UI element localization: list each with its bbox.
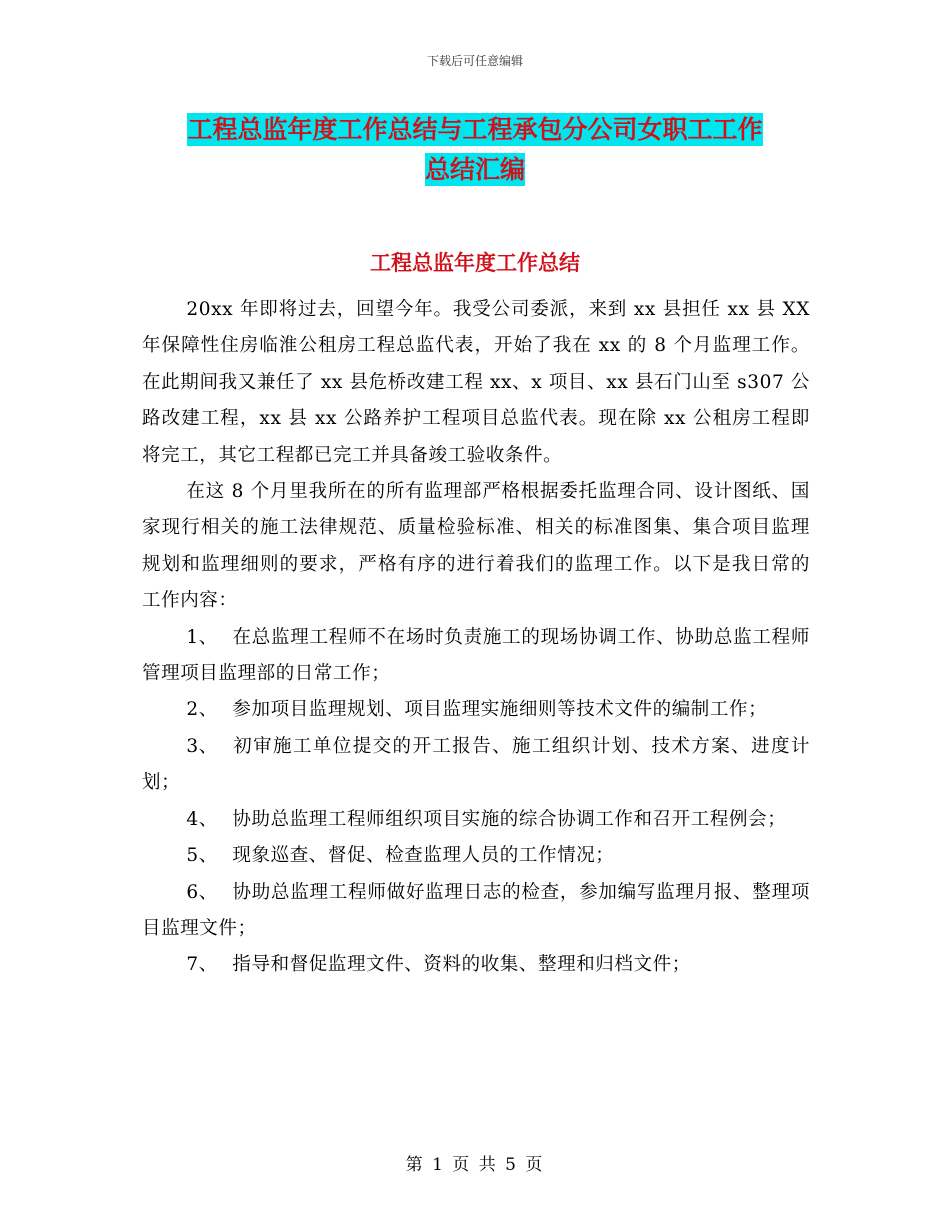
list-item xyxy=(142,947,810,983)
list-item-number: 4、 xyxy=(186,808,218,830)
section-title: 工程总监年度工作总结 xyxy=(370,251,580,275)
list-item-text: 协助总监理工程师组织项目实施的综合协调工作和召开工程例会； xyxy=(232,808,787,830)
title-line-1: 工程总监年度工作总结与工程承包分公司女职工工作 xyxy=(187,115,763,144)
document-body xyxy=(142,292,810,984)
list-item xyxy=(142,620,810,693)
list-item xyxy=(142,802,810,838)
list-item-number: 6、 xyxy=(186,881,218,903)
page-number: 第 1 页 共 5 页 xyxy=(405,1155,545,1175)
list-item-number: 5、 xyxy=(186,845,218,867)
list-item-text: 指导和督促监理文件、资料的收集、整理和归档文件； xyxy=(232,954,691,976)
list-item-text: 在总监理工程师不在场时负责施工的现场协调工作、协助总监工程师管理项目监理部的日常工作； xyxy=(142,626,810,685)
list-item xyxy=(142,729,810,802)
list-item xyxy=(142,875,810,948)
list-item-number: 1、 xyxy=(186,626,218,648)
paragraph-duties: 在这 8 个月里我所在的所有监理部严格根据委托监理合同、设计图纸、国家现行相关的施工法律规范、质量检验标准、相关的标准图集、集合项目监理规划和监理细则的要求，严格有序的进行着我们的监理工作。以下是我日常的工作内容： xyxy=(142,481,810,612)
list-item-text: 协助总监理工程师做好监理日志的检查，参加编写监理月报、整理项目监理文件； xyxy=(142,881,810,939)
list-item-number: 2、 xyxy=(186,699,218,721)
list-item-text: 初审施工单位提交的开工报告、施工组织计划、技术方案、进度计划； xyxy=(142,735,810,794)
list-item-text: 现象巡查、督促、检查监理人员的工作情况； xyxy=(232,845,615,867)
list-item-text: 参加项目监理规划、项目监理实施细则等技术文件的编制工作； xyxy=(232,699,768,721)
list-item xyxy=(142,692,810,728)
list-item-number: 7、 xyxy=(186,954,218,976)
header-note: 下载后可任意编辑 xyxy=(426,54,523,68)
paragraph-intro: 20xx 年即将过去，回望今年。我受公司委派，来到 xx 县担任 xx 县 XX 年保障性住房临淮公租房工程总监代表，开始了我在 xx 的 8 个月监理工作。在此期间我又兼任了 xx 县危桥改建工程 xx、x 项目、xx 县石门山至 s307 公路改建工程，xx 县 xx 公路养护工程项目总监代表。现在除 xx 公租房工程即将完工，其它工程都已完工并具备竣工验收条件。 xyxy=(142,299,810,466)
list-item-number: 3、 xyxy=(186,735,218,757)
list-item xyxy=(142,838,810,874)
document-title xyxy=(140,110,810,190)
title-line-2: 总结汇编 xyxy=(424,155,525,184)
